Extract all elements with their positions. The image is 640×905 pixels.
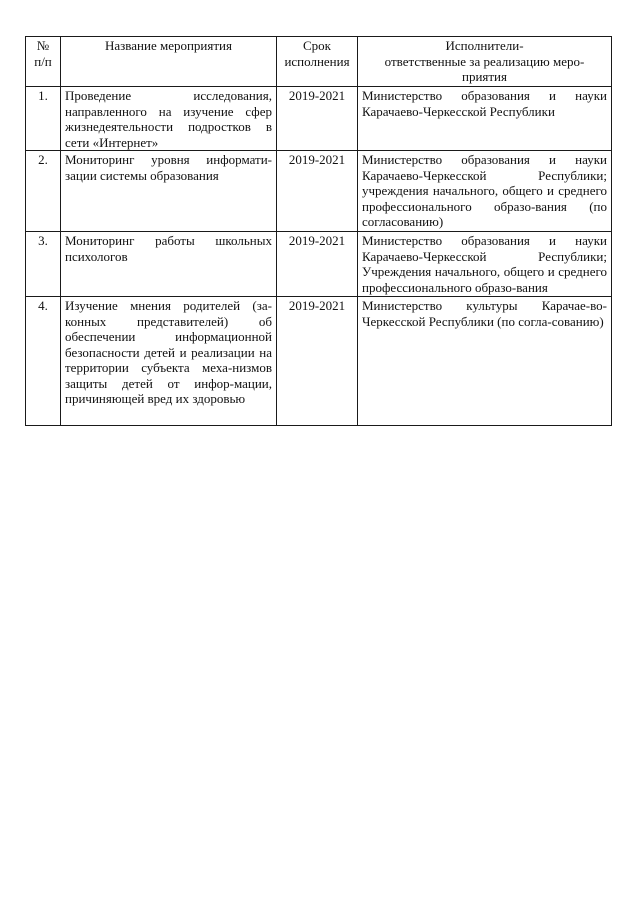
header-num-line: п/п <box>34 53 52 69</box>
header-executors-line: Исполнители- <box>445 38 524 53</box>
event-executors: Министерство культуры Карачае-во-Черкесской Республики (по согла-сованию) <box>358 297 612 426</box>
header-row <box>26 37 612 87</box>
row-number: 4. <box>26 297 61 426</box>
event-term: 2019-2021 <box>277 232 358 297</box>
table-row <box>26 232 612 297</box>
header-num <box>26 37 61 87</box>
header-executors-line: ответственные за реализацию меро- <box>384 53 585 69</box>
row-number: 3. <box>26 232 61 297</box>
header-name <box>61 37 277 87</box>
event-term: 2019-2021 <box>277 87 358 151</box>
event-term: 2019-2021 <box>277 151 358 232</box>
table-header <box>26 37 612 87</box>
event-executors: Министерство образования и науки Карачаево-Черкесской Республики; Учреждения начального, общего и среднего профессионального образо-вания <box>358 232 612 297</box>
event-name: Проведение исследования, направленного на изучение сфер жизнедеятельности подростков в сети «Интернет» <box>61 87 277 151</box>
event-executors: Министерство образования и науки Карачаево-Черкесской Республики <box>358 87 612 151</box>
header-term-line: Срок <box>303 38 331 53</box>
event-name: Мониторинг уровня информати-зации системы образования <box>61 151 277 232</box>
header-executors-line: приятия <box>461 69 507 84</box>
table-row <box>26 297 612 426</box>
header-executors <box>358 37 612 87</box>
table-row <box>26 151 612 232</box>
header-term-line: исполнения <box>284 53 350 69</box>
header-term <box>277 37 358 87</box>
header-num-line: № <box>36 38 50 53</box>
event-name: Изучение мнения родителей (за-конных представителей) об обеспечении информационной безопасности детей и реализации на территории субъекта меха-низмов защиты детей от инфор-мации, причиняющей вред их здоровью <box>61 297 277 426</box>
event-executors: Министерство образования и науки Карачаево-Черкесской Республики; учреждения начального, общего и среднего профессионального образо-вания (по согласованию) <box>358 151 612 232</box>
row-number: 2. <box>26 151 61 232</box>
event-term: 2019-2021 <box>277 297 358 426</box>
table-body <box>26 87 612 426</box>
row-number: 1. <box>26 87 61 151</box>
events-table <box>25 36 612 426</box>
table-row <box>26 87 612 151</box>
header-name-line: Название мероприятия <box>105 38 232 53</box>
event-name: Мониторинг работы школьных психологов <box>61 232 277 297</box>
